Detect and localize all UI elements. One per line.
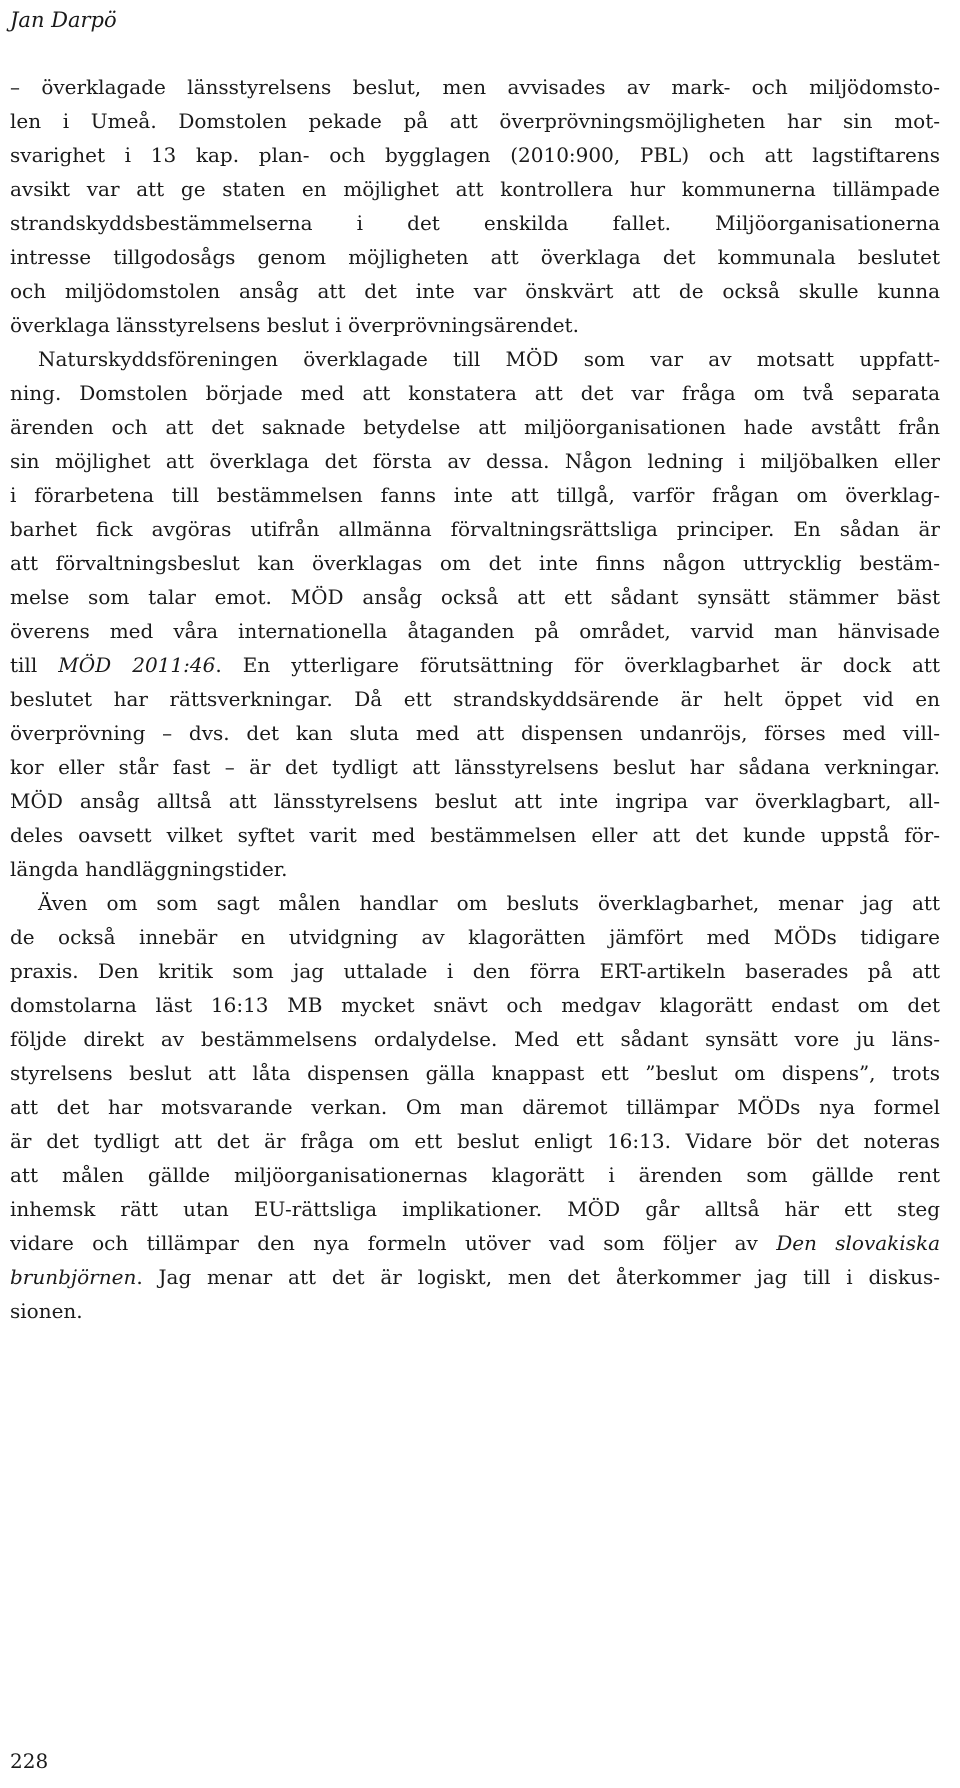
text-line xyxy=(10,376,940,410)
text-line xyxy=(10,716,940,750)
text-line xyxy=(10,512,940,546)
text-run: att förvaltningsbeslut kan överklagas om det inte finns någon uttrycklig bestäm- xyxy=(10,551,940,575)
text-line xyxy=(10,920,940,954)
text-line xyxy=(10,172,940,206)
text-line xyxy=(10,1294,940,1328)
text-line xyxy=(10,410,940,444)
text-line xyxy=(10,240,940,274)
text-line xyxy=(10,1022,940,1056)
text-run: deles oavsett vilket syftet varit med bestämmelsen eller att det kunde uppstå för- xyxy=(10,823,940,847)
text-run: styrelsens beslut att låta dispensen gälla knappast ett ”beslut om dispens”, trots xyxy=(10,1061,940,1085)
text-line xyxy=(10,1090,940,1124)
text-line xyxy=(10,648,940,682)
text-line xyxy=(10,546,940,580)
text-line xyxy=(10,852,940,886)
italic-reference: brunbjörnen xyxy=(10,1265,137,1289)
text-run: kor eller står fast – är det tydligt att länsstyrelsens beslut har sådana verkningar. xyxy=(10,755,940,779)
text-run: att det har motsvarande verkan. Om man däremot tillämpar MÖDs nya formel xyxy=(10,1095,940,1119)
text-run: vidare och tillämpar den nya formeln utöver vad som följer av xyxy=(10,1231,777,1255)
text-line xyxy=(10,1158,940,1192)
text-line xyxy=(10,1056,940,1090)
text-run: längda handläggningstider. xyxy=(10,857,288,881)
text-line xyxy=(10,1124,940,1158)
text-line xyxy=(10,206,940,240)
text-line xyxy=(10,104,940,138)
text-run: är det tydligt att det är fråga om ett beslut enligt 16:13. Vidare bör det noteras xyxy=(10,1129,940,1153)
text-run: avsikt var att ge staten en möjlighet att kontrollera hur kommunerna tillämpade xyxy=(10,177,940,201)
text-line xyxy=(10,580,940,614)
text-run: att målen gällde miljöorganisationernas klagorätt i ärenden som gällde rent xyxy=(10,1163,940,1187)
text-run: överklaga länsstyrelsens beslut i överprövningsärendet. xyxy=(10,313,579,337)
running-head: Jan Darpö xyxy=(10,8,117,32)
text-line xyxy=(10,1226,940,1260)
text-line xyxy=(10,274,940,308)
text-run: barhet fick avgöras utifrån allmänna förvaltningsrättsliga principer. En sådan är xyxy=(10,517,940,541)
text-run: . Jag menar att det är logiskt, men det återkommer jag till i diskus- xyxy=(136,1265,940,1289)
page-number: 228 xyxy=(10,1749,49,1773)
text-run: överens med våra internationella åtaganden på området, varvid man hänvisade xyxy=(10,619,940,643)
text-line xyxy=(10,1260,940,1294)
text-run: – överklagade länsstyrelsens beslut, men avvisades av mark- och miljödomsto- xyxy=(10,75,940,99)
text-run: till xyxy=(10,653,59,677)
text-line xyxy=(10,138,940,172)
text-run: följde direkt av bestämmelsens ordalydelse. Med ett sådant synsätt vore ju läns- xyxy=(10,1027,940,1051)
text-run: praxis. Den kritik som jag uttalade i den förra ERT-artikeln baserades på att xyxy=(10,959,940,983)
text-run: sionen. xyxy=(10,1299,83,1323)
text-line xyxy=(10,70,940,104)
italic-reference: Den slovakiska xyxy=(776,1231,940,1255)
text-line xyxy=(10,750,940,784)
text-run: len i Umeå. Domstolen pekade på att överprövningsmöjligheten har sin mot- xyxy=(10,109,940,133)
text-run: inhemsk rätt utan EU-rättsliga implikationer. MÖD går alltså här ett steg xyxy=(10,1197,940,1221)
text-line xyxy=(10,614,940,648)
body-text xyxy=(10,70,940,1328)
text-run: Även om som sagt målen handlar om besluts överklagbarhet, menar jag att xyxy=(38,891,940,915)
text-run: beslutet har rättsverkningar. Då ett strandskyddsärende är helt öppet vid en xyxy=(10,687,940,711)
text-line xyxy=(10,1192,940,1226)
text-run: . En ytterligare förutsättning för överklagbarhet är dock att xyxy=(215,653,940,677)
text-line xyxy=(10,988,940,1022)
text-run: ning. Domstolen började med att konstatera att det var fråga om två separata xyxy=(10,381,940,405)
text-line xyxy=(10,308,940,342)
text-line xyxy=(10,954,940,988)
text-line xyxy=(10,342,940,376)
text-line xyxy=(10,682,940,716)
text-run: svarighet i 13 kap. plan- och bygglagen (2010:900, PBL) och att lagstiftarens xyxy=(10,143,940,167)
italic-reference: MÖD 2011:46 xyxy=(58,653,216,677)
text-run: MÖD ansåg alltså att länsstyrelsens beslut att inte ingripa var överklagbart, all- xyxy=(10,789,940,813)
text-line xyxy=(10,478,940,512)
text-run: domstolarna läst 16:13 MB mycket snävt och medgav klagorätt endast om det xyxy=(10,993,940,1017)
text-line xyxy=(10,818,940,852)
text-line xyxy=(10,444,940,478)
text-run: ärenden och att det saknade betydelse att miljöorganisationen hade avstått från xyxy=(10,415,940,439)
text-run: de också innebär en utvidgning av klagorätten jämfört med MÖDs tidigare xyxy=(10,925,940,949)
text-run: och miljödomstolen ansåg att det inte var önskvärt att de också skulle kunna xyxy=(10,279,940,303)
text-run: strandskyddsbestämmelserna i det enskilda fallet. Miljöorganisationerna xyxy=(10,211,940,235)
text-line xyxy=(10,784,940,818)
text-run: sin möjlighet att överklaga det första av dessa. Någon ledning i miljöbalken eller xyxy=(10,449,940,473)
text-run: intresse tillgodosågs genom möjligheten att överklaga det kommunala beslutet xyxy=(10,245,940,269)
text-run: överprövning – dvs. det kan sluta med att dispensen undanröjs, förses med vill- xyxy=(10,721,940,745)
text-run: melse som talar emot. MÖD ansåg också att ett sådant synsätt stämmer bäst xyxy=(10,585,940,609)
text-run: i förarbetena till bestämmelsen fanns inte att tillgå, varför frågan om överklag- xyxy=(10,483,940,507)
text-run: Naturskyddsföreningen överklagade till MÖD som var av motsatt uppfatt- xyxy=(38,347,940,371)
text-line xyxy=(10,886,940,920)
